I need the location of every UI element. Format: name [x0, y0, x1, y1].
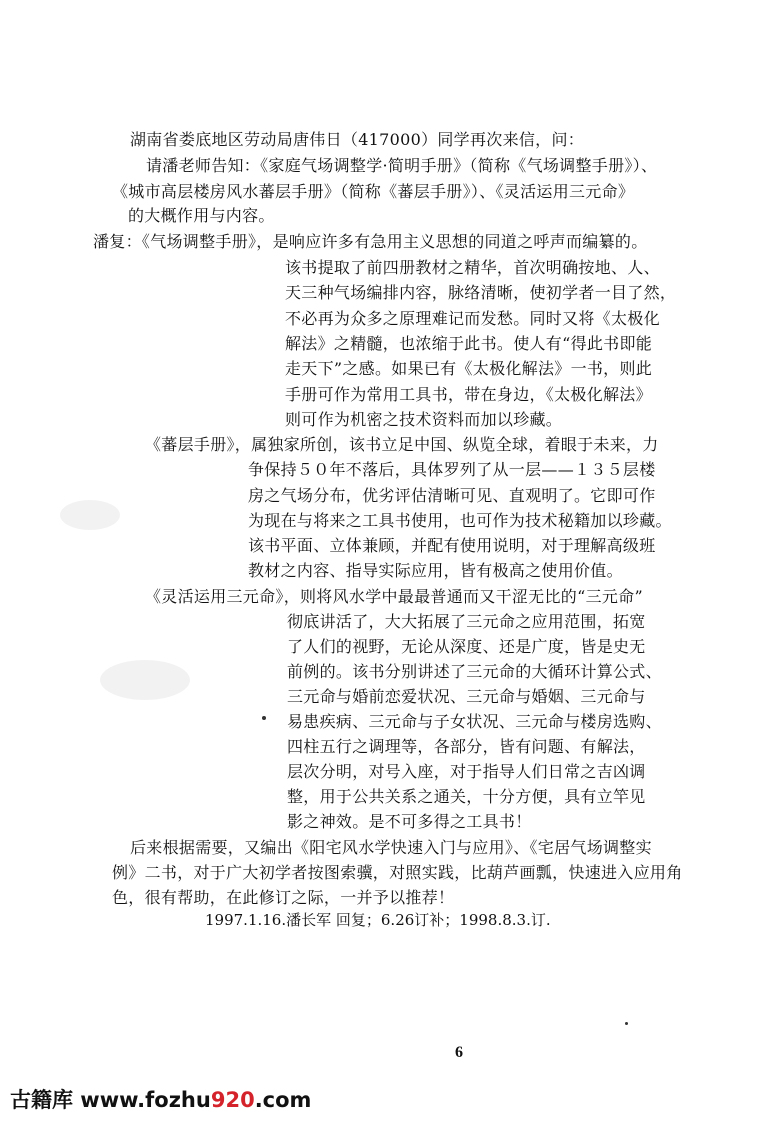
text-line: 前例的。该书分别讲述了三元命的大循环计算公式、: [287, 662, 662, 681]
watermark-suffix: .com: [254, 1088, 312, 1112]
scan-smudge: [100, 660, 190, 700]
scan-speck: [262, 716, 266, 720]
date-signature-line: 1997.1.16.潘长军 回复；6.26订补；1998.8.3.订.: [205, 911, 551, 929]
watermark-number: 920: [210, 1088, 255, 1112]
text-line: 不必再为众多之原理难记而发愁。同时又将《太极化: [285, 309, 660, 328]
page-number: 6: [455, 1044, 463, 1061]
text-line: 例》二书，对于广大初学者按图索骥，对照实践，比葫芦画瓢，快速进入应用角: [112, 863, 683, 882]
watermark-footer: [10, 1084, 311, 1114]
text-line: 的大概作用与内容。: [128, 206, 275, 225]
text-line: 教材之内容、指导实际应用，皆有极高之使用价值。: [248, 561, 623, 580]
text-line: 《蕃层手册》，属独家所创，该书立足中国、纵览全球，着眼于未来，力: [145, 435, 659, 454]
text-line: 层次分明，对号入座，对于指导人们日常之吉凶调: [287, 762, 646, 781]
text-line: 易患疾病、三元命与子女状况、三元命与楼房选购、: [287, 712, 662, 731]
text-line: 了人们的视野，无论从深度、还是广度，皆是史无: [287, 637, 646, 656]
text-line: 则可作为机密之技术资料而加以珍藏。: [285, 410, 563, 429]
text-line: 请潘老师告知：《家庭气场调整学·简明手册》（简称《气场调整手册》）、: [146, 156, 658, 175]
text-line: 房之气场分布，优劣评估清晰可见、直观明了。它即可作: [248, 486, 656, 505]
text-line: 《灵活运用三元命》，则将风水学中最最普通而又干涩无比的“三元命”: [145, 587, 643, 606]
text-line: 三元命与婚前恋爱状况、三元命与婚姻、三元命与: [287, 687, 646, 706]
text-line: 彻底讲活了，大大拓展了三元命之应用范围，拓宽: [287, 612, 646, 631]
text-line: 湖南省娄底地区劳动局唐伟日（417000）同学再次来信，问：: [130, 130, 585, 149]
text-line: 后来根据需要，又编出《阳宅风水学快速入门与应用》、《宅居气场调整实: [130, 838, 652, 857]
text-line: 该书提取了前四册教材之精华，首次明确按地、人、: [285, 258, 660, 277]
text-line: 《城市高层楼房风水蕃层手册》（简称《蕃层手册》）、《灵活运用三元命》: [112, 182, 635, 201]
text-line: 手册可作为常用工具书，带在身边，《太极化解法》: [285, 385, 652, 404]
text-line: 影之神效。是不可多得之工具书！: [287, 812, 532, 831]
watermark-text: 古籍库 www.fozhu: [10, 1088, 211, 1112]
text-line: 为现在与将来之工具书使用，也可作为技术秘籍加以珍藏。: [248, 511, 672, 530]
text-line: 四柱五行之调理等，各部分，皆有问题、有解法，: [287, 737, 646, 756]
scan-speck: [625, 1022, 628, 1025]
text-line: 天三种气场编排内容，脉络清晰，使初学者一目了然，: [285, 283, 677, 302]
text-line: 解法》之精髓，也浓缩于此书。使人有“得此书即能: [285, 334, 653, 353]
reply-heading-line: 潘复：《气场调整手册》，是响应许多有急用主义思想的同道之呼声而编纂的。: [93, 232, 648, 251]
text-line: 该书平面、立体兼顾，并配有使用说明，对于理解高级班: [248, 536, 656, 555]
text-line: 争保持５０年不落后，具体罗列了从一层——１３５层楼: [248, 460, 656, 479]
scan-smudge: [60, 500, 120, 530]
text-line: 色，很有帮助，在此修订之际，一并予以推荐！: [112, 888, 455, 907]
text-line: 走天下”之感。如果已有《太极化解法》一书，则此: [285, 359, 653, 378]
text-line: 整，用于公共关系之通关，十分方便，具有立竿见: [287, 787, 646, 806]
